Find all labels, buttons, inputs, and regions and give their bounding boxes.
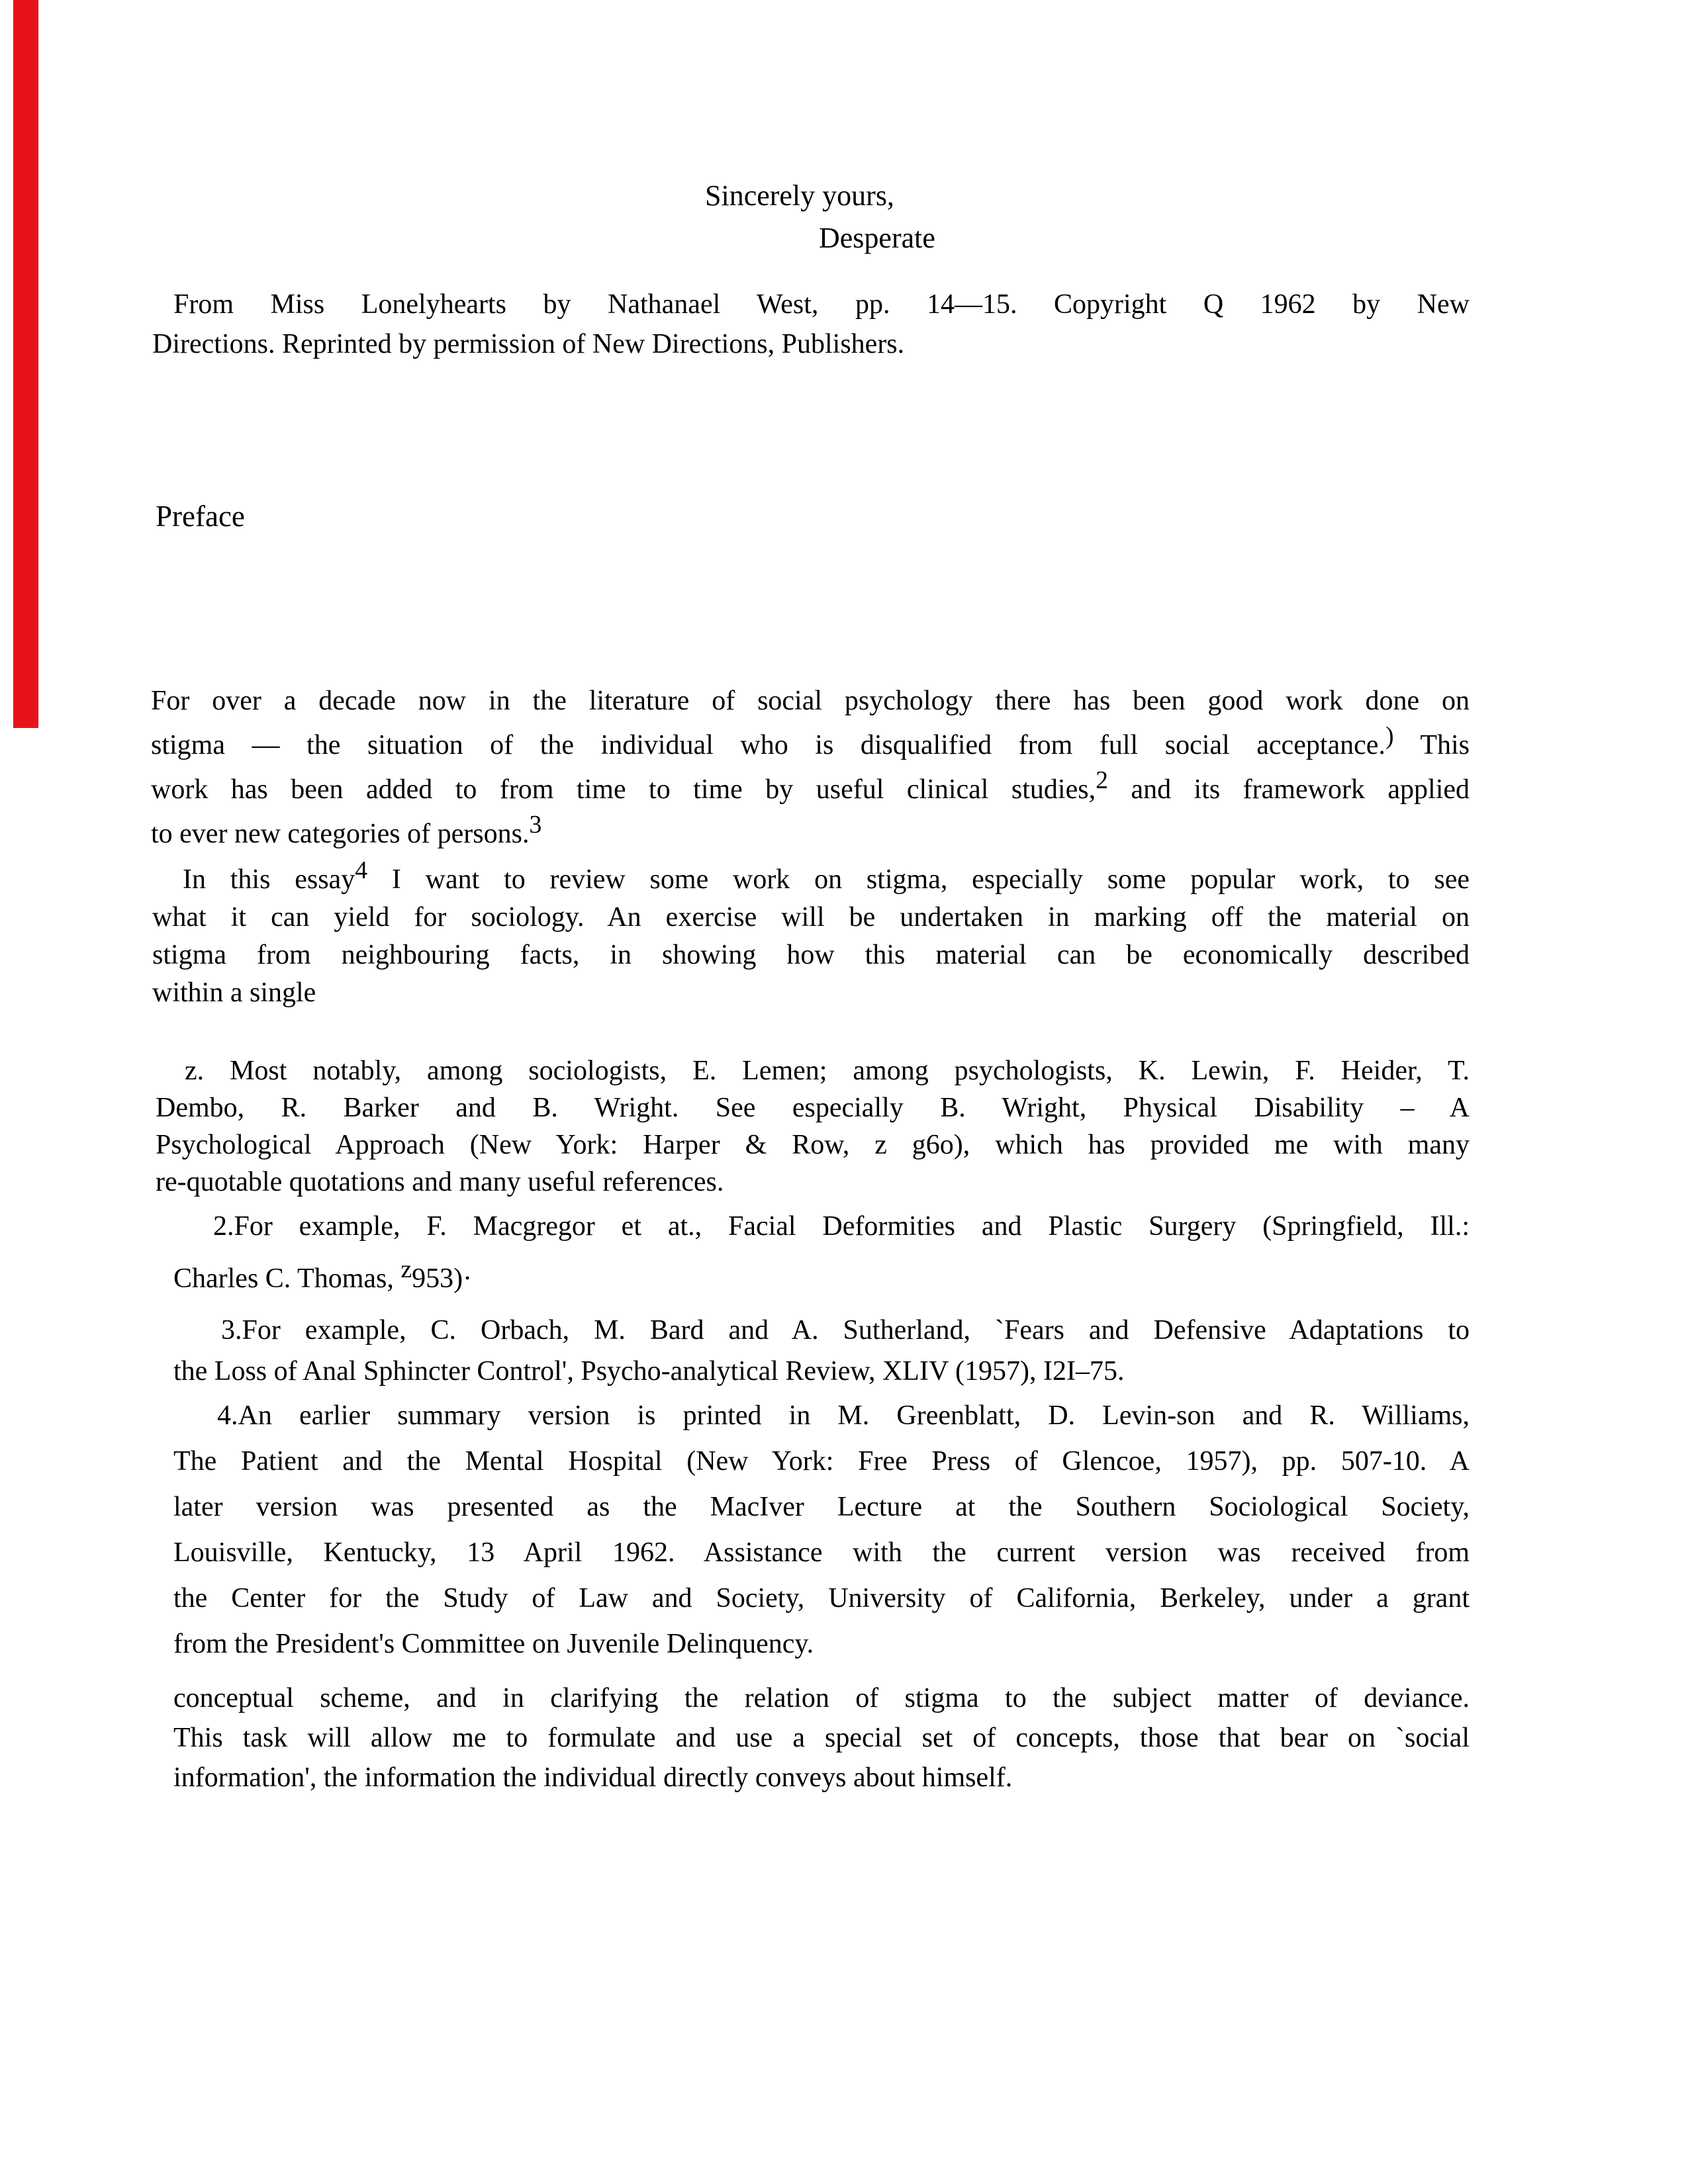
- text-segment: Psychological Approach (New York: Harper & Row, z g6o), which has provided me with many: [156, 1130, 1470, 1160]
- text-line: [152, 936, 1470, 974]
- text-segment: Louisville, Kentucky, 13 April 1962. Assistance with the current version was received from: [173, 1537, 1470, 1568]
- text-segment: later version was presented as the MacIver Lecture at the Southern Sociological Society,: [173, 1492, 1470, 1522]
- letter-signoff: [705, 179, 894, 212]
- text-line: [152, 856, 1470, 899]
- text-line: [173, 1253, 1470, 1305]
- text-segment: to ever new categories of persons.: [151, 819, 530, 849]
- text-line: [173, 1718, 1470, 1758]
- footnote-marker: ): [1385, 721, 1394, 750]
- text-segment: work has been added to from time to time by useful clinical studies,: [151, 774, 1096, 805]
- text-segment: This: [1393, 730, 1470, 760]
- text-segment: 4.An earlier summary version is printed in M. Greenblatt, D. Levin-son and R. Williams,: [217, 1400, 1470, 1431]
- preface-heading: [156, 499, 245, 533]
- text-segment: In this essay: [183, 864, 355, 895]
- text-segment: the Center for the Study of Law and Society, University of California, Berkeley, under a grant: [173, 1583, 1470, 1614]
- text-segment: This task will allow me to formulate and use a special set of concepts, those that bear on `social: [173, 1723, 1470, 1753]
- text-line: [152, 324, 1470, 364]
- text-line: [156, 1052, 1470, 1089]
- text-line: [173, 1678, 1470, 1718]
- text-segment: 953)·: [412, 1263, 473, 1294]
- text-segment: The Patient and the Mental Hospital (New York: Free Press of Glencoe, 1957), pp. 507-10. A: [173, 1446, 1470, 1477]
- text-line: [152, 974, 1470, 1012]
- text-line: [156, 1089, 1470, 1126]
- text-line: [152, 899, 1470, 936]
- text-segment: stigma from neighbouring facts, in showing how this material can be economically described: [152, 940, 1470, 970]
- text-segment: re-quotable quotations and many useful references.: [156, 1167, 724, 1197]
- footnote-marker: 2: [1096, 766, 1108, 794]
- text-line: [173, 1439, 1470, 1484]
- red-margin-bar: [13, 0, 38, 728]
- text-segment: conceptual scheme, and in clarifying the relation of stigma to the subject matter of deviance.: [173, 1683, 1470, 1713]
- footnote-1: [156, 1052, 1470, 1201]
- text-line: [173, 1758, 1470, 1797]
- text-line: [151, 768, 1470, 812]
- essay-paragraph: [152, 856, 1470, 1012]
- text-line: [151, 812, 1470, 856]
- text-segment: z. Most notably, among sociologists, E. Lemen; among psychologists, K. Lewin, F. Heider, T.: [185, 1056, 1470, 1086]
- text-line: [173, 1530, 1470, 1576]
- footnote-marker: 4: [355, 856, 368, 884]
- footnote-4: [173, 1393, 1470, 1667]
- text-line: [173, 1621, 1470, 1667]
- intro-paragraph: [151, 679, 1470, 856]
- text-segment: 2.For example, F. Macgregor et at., Facial Deformities and Plastic Surgery (Springfield, Ill.:: [213, 1211, 1470, 1242]
- text-segment: Directions. Reprinted by permission of New Directions, Publishers.: [152, 329, 905, 359]
- text-line: [173, 1393, 1470, 1439]
- text-line: [151, 679, 1470, 723]
- text-segment: stigma — the situation of the individual who is disqualified from full social acceptance.: [151, 730, 1385, 760]
- text-segment: within a single: [152, 978, 316, 1008]
- footnote-3: [173, 1310, 1470, 1392]
- footnote-2: [173, 1201, 1470, 1305]
- text-segment: from the President's Committee on Juvenile Delinquency.: [173, 1629, 814, 1659]
- text-segment: information', the information the individual directly conveys about himself.: [173, 1762, 1013, 1793]
- footnote-marker: z: [400, 1255, 412, 1283]
- text-line: [156, 1163, 1470, 1201]
- signature-name-text: Desperate: [819, 222, 935, 254]
- text-line: [173, 1201, 1470, 1253]
- text-line: [173, 1310, 1470, 1351]
- footnote-marker: 3: [529, 810, 542, 839]
- text-segment: what it can yield for sociology. An exercise will be undertaken in marking off the material on: [152, 902, 1470, 933]
- text-segment: I want to review some work on stigma, especially some popular work, to see: [367, 864, 1470, 895]
- text-segment: Charles C. Thomas,: [173, 1263, 401, 1294]
- text-line: [173, 1576, 1470, 1621]
- text-segment: and its framework applied: [1107, 774, 1470, 805]
- text-line: [156, 1126, 1470, 1163]
- text-segment: For over a decade now in the literature of social psychology there has been good work done on: [151, 686, 1470, 716]
- letter-signature: [819, 221, 935, 255]
- closing-paragraph: [173, 1678, 1470, 1797]
- signoff-closing-text: Sincerely yours,: [705, 179, 894, 212]
- text-segment: the Loss of Anal Sphincter Control', Psycho-analytical Review, XLIV (1957), I2I–75.: [173, 1356, 1125, 1387]
- text-line: [152, 285, 1470, 324]
- text-segment: From Miss Lonelyhearts by Nathanael West, pp. 14—15. Copyright Q 1962 by New: [173, 289, 1470, 320]
- text-line: [151, 723, 1470, 768]
- source-attribution: [152, 285, 1470, 364]
- preface-heading-text: Preface: [156, 500, 245, 533]
- text-segment: Dembo, R. Barker and B. Wright. See especially B. Wright, Physical Disability – A: [156, 1093, 1470, 1123]
- text-line: [173, 1351, 1470, 1392]
- text-line: [173, 1484, 1470, 1530]
- text-segment: 3.For example, C. Orbach, M. Bard and A. Sutherland, `Fears and Defensive Adaptations to: [221, 1315, 1470, 1345]
